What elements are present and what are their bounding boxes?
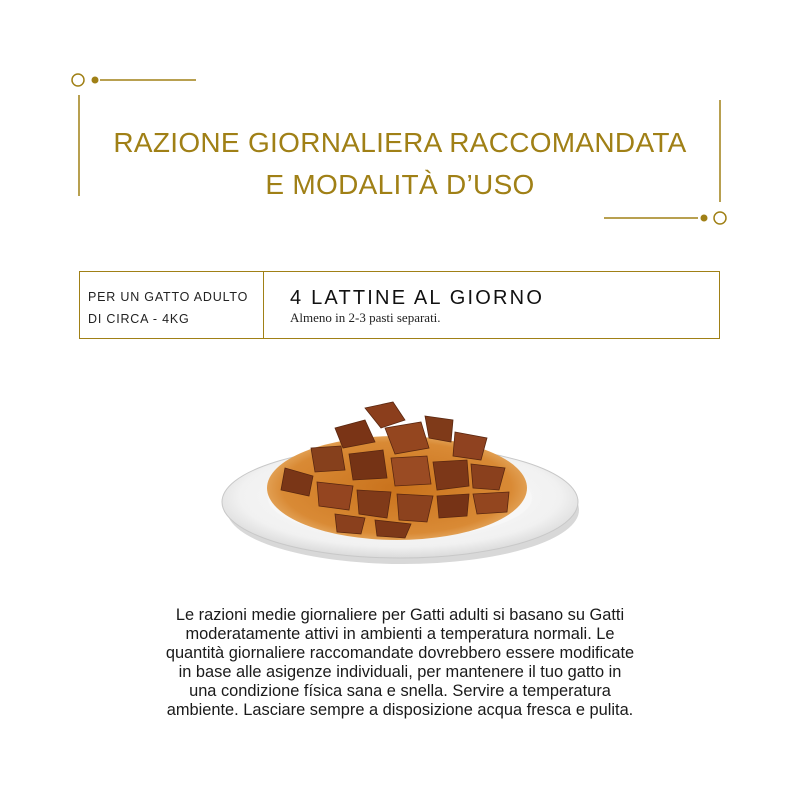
ration-label-line-1: PER UN GATTO ADULTO xyxy=(88,290,249,304)
ration-note: Almeno in 2-3 pasti separati. xyxy=(290,310,441,325)
ornament-ring-top-left xyxy=(72,74,84,86)
daily-ration-table xyxy=(79,271,720,339)
food-plate-image xyxy=(215,398,585,568)
ration-label-cell xyxy=(80,272,264,338)
ration-amount: 4 LATTINE AL GIORNO xyxy=(290,287,545,309)
description-line: quantità giornaliere raccomandate dovrebbero essere modificate xyxy=(165,644,635,662)
title-line-1: RAZIONE GIORNALIERA RACCOMANDATA xyxy=(113,127,687,158)
page-title xyxy=(80,122,720,206)
ration-value-cell xyxy=(264,272,544,338)
title-line-2: E MODALITÀ D’USO xyxy=(265,169,535,200)
description-line: Le razioni medie giornaliere per Gatti adulti si basano su Gatti xyxy=(175,606,625,624)
usage-description xyxy=(115,606,685,720)
description-line: una condizione física sana e snella. Servire a temperatura xyxy=(189,682,611,700)
description-line: moderatamente attivi in ambienti a temperatura normali. Le xyxy=(185,625,615,643)
description-line: ambiente. Lasciare sempre a disposizione acqua fresca e pulita. xyxy=(166,701,634,719)
ornament-ring-bottom-right xyxy=(714,212,726,224)
ornament-dot-bottom-right xyxy=(701,215,708,222)
ration-label-line-2: DI CIRCA - 4KG xyxy=(88,312,190,326)
ornament-dot-top-left xyxy=(92,77,99,84)
description-line: in base alle asigenze individuali, per mantenere il tuo gatto in xyxy=(178,663,622,681)
